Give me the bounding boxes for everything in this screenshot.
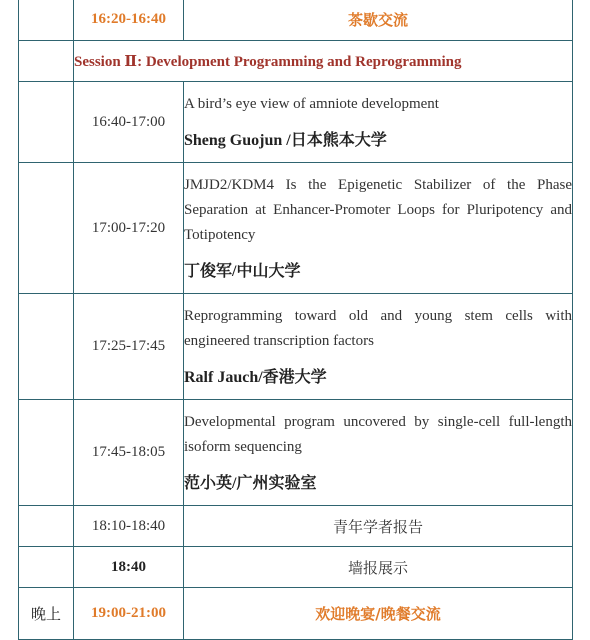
event-cell: 欢迎晚宴/晚餐交流 [184,588,573,640]
day-cell [19,400,74,506]
speaker-affiliation: 中山大学 [236,261,301,280]
day-cell [19,506,74,547]
day-cell: 晚上 [19,588,74,640]
schedule-table [18,0,573,640]
time-cell: 18:10-18:40 [74,506,184,547]
speaker [184,129,572,152]
speaker-name: 丁俊军/ [184,263,237,280]
event-cell: 墙报展示 [184,547,573,588]
table-row [19,506,573,547]
talk-cell [184,294,573,400]
talk-row [19,82,573,163]
speaker [184,366,572,389]
day-cell [19,82,74,163]
speaker-affiliation: 香港大学 [262,367,327,386]
talk-cell [184,163,573,294]
session-title: Session Ⅱ: Development Programming and Reprogramming [74,41,573,82]
talk-row [19,400,573,506]
speaker-name: Sheng Guojun / [184,132,291,149]
speaker-name: 范小英/ [184,475,237,492]
day-cell [19,294,74,400]
talk-title: Reprogramming toward old and young stem cells with engineered transcription factors [184,308,572,349]
time-cell: 19:00-21:00 [74,588,184,640]
talk-title: JMJD2/KDM4 Is the Epigenetic Stabilizer of the Phase Separation at Enhancer-Promoter Loops for Pluripotency and Totipotency [184,177,572,243]
speaker [184,260,572,283]
day-cell [19,163,74,294]
talk-cell [184,82,573,163]
day-cell [19,41,74,82]
event-cell: 茶歇交流 [184,0,573,41]
time-cell: 16:40-17:00 [74,82,184,163]
speaker [184,472,572,495]
time-cell: 17:25-17:45 [74,294,184,400]
talk-cell [184,400,573,506]
day-cell [19,547,74,588]
session-row [19,41,573,82]
event-cell: 青年学者报告 [184,506,573,547]
talk-title: A bird’s eye view of amniote development [184,96,439,112]
speaker-name: Ralf Jauch/ [184,369,263,386]
talk-row [19,163,573,294]
time-cell: 16:20-16:40 [74,0,184,41]
speaker-affiliation: 广州实验室 [236,473,317,492]
table-row [19,547,573,588]
time-cell: 18:40 [74,547,184,588]
time-cell: 17:00-17:20 [74,163,184,294]
talk-title: Developmental program uncovered by single-cell full-length isoform sequencing [184,414,572,455]
time-cell: 17:45-18:05 [74,400,184,506]
speaker-affiliation: 日本熊本大学 [290,130,387,149]
talk-row [19,294,573,400]
table-row [19,588,573,640]
day-cell [19,0,74,41]
table-row [19,0,573,41]
